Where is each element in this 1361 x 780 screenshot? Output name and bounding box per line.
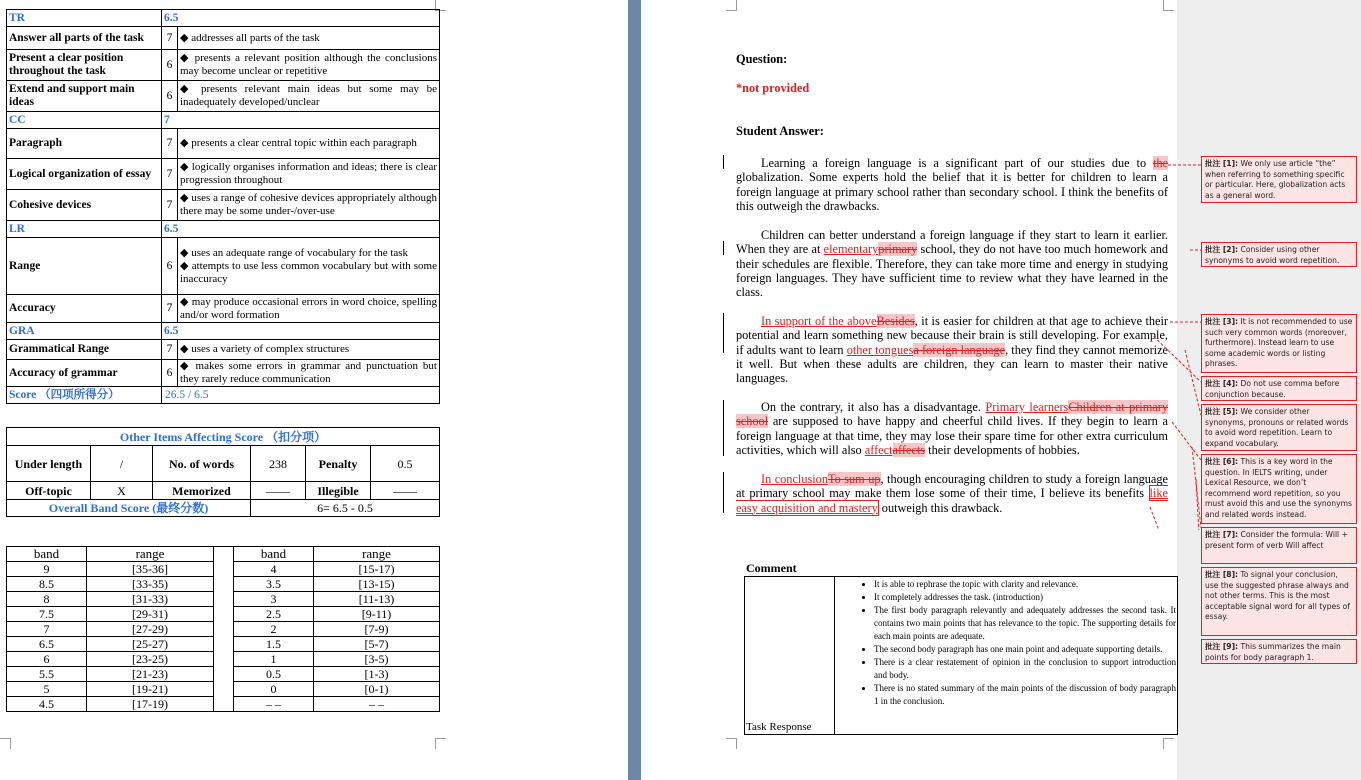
section-label: Score （四项所得分） [7,387,162,404]
connector [1150,507,1201,530]
change-bar [723,400,724,456]
range-value: [19-21) [87,682,214,697]
connector [1192,447,1201,528]
criterion-descriptor: ◆ presents a relevant position although the conclusions may become unclear or repetitive [178,50,440,81]
connector [1185,350,1201,415]
score-section-row [7,221,440,238]
criterion-score: 7 [162,27,178,50]
essay-paragraph-5: In conclusionTo sum up, though encouraging children to study a foreign language at primary school may make them lose some of their time, I believe its benefits like easy acquisition and mastery outweigh this drawback. [736,472,1168,515]
criterion-label: Grammatical Range [7,340,162,360]
range-value: [15-17) [314,562,440,577]
band-value: 6 [7,652,87,667]
crop-mark [435,738,446,749]
range-value: [13-15) [314,577,440,592]
deleted-text: To sum up [827,472,881,486]
review-comment[interactable]: 批注 [9]: This summarizes the main points for body paragraph 1. [1201,639,1357,664]
change-bar [723,472,724,513]
change-bar [723,241,724,255]
criterion-label: Extend and support main ideas [7,81,162,112]
question-label: Question: [736,52,788,66]
score-row [7,159,440,190]
band-value: – – [234,697,314,712]
criterion-descriptor: ◆ presents relevant main ideas but some may be inadequately developed/unclear [178,81,440,112]
essay-paragraph-1: Learning a foreign language is a significant part of our studies due to the globalization. Some experts hold the belief that it is better for children to learn a foreign language at primary school rather than secondary school. I think the benefits of this outweigh the drawbacks. [736,156,1168,213]
criterion-descriptor: ◆ logically organises information and ideas; there is clear progression throughout [178,159,440,190]
score-row [7,50,440,81]
inserted-text: elementary [823,242,879,257]
not-provided-text: *not provided [736,81,810,95]
overall-band-label: Overall Band Score (最终分数) [7,500,251,517]
comment-point: • The first body paragraph relevantly and adequately addresses the second task. It contains two main points that has relevance to the topic. The supporting details for each main points are adequate. [874,604,1176,643]
band-header: band [234,547,314,562]
comment-point: • There is a clear restatement of opinion in the conclusion to support introduction and body. [874,656,1176,682]
section-score: 6.5 [162,221,440,238]
deleted-text: primary [878,242,918,257]
deleted-text: Besides [876,314,915,328]
section-label: LR [7,221,162,238]
band-value: 1 [234,652,314,667]
review-comment[interactable]: 批注 [1]: We only use article “the” when referring to something specific or particular. Here, globalization acts as a general word. [1201,156,1357,203]
criterion-label: Accuracy [7,295,162,323]
band-row [7,562,440,577]
student-answer-label: Student Answer: [736,124,824,138]
score-row [7,340,440,360]
range-value: [7-9) [314,622,440,637]
inserted-text: like easy acquisition and mastery [736,486,1168,515]
review-comment[interactable]: 批注 [8]: To signal your conclusion, use the suggested phrase always and not other terms. This is the most acceptable signal word for all types of essay. [1201,567,1357,636]
inserted-text: In support of the above [761,314,877,328]
band-value: 2.5 [234,607,314,622]
criterion-descriptor: ◆ makes some errors in grammar and punctuation but they rarely reduce communication [178,360,440,387]
comment-title: Comment [746,561,797,575]
review-comment[interactable]: 批注 [2]: Consider using other synonyms to avoid word repetition. [1201,242,1357,267]
range-value: [31-33) [87,592,214,607]
deleted-text: the [1152,156,1168,170]
deleted-text: affects [892,442,926,457]
review-comment[interactable]: 批注 [4]: Do not use comma before conjunction because. [1201,376,1357,401]
comment-point: • It completely addresses the task. (introduction) [874,591,1176,604]
criterion-descriptor: ◆ addresses all parts of the task [178,27,440,50]
essay-paragraph-2: Children can better understand a foreign language if they start to learn it earlier. When they are at elementaryprimary school, they do not have too much homework and their schedules are flexible. Therefore, they can take more time and energy in studying foreign languages. They have sufficient time to review what they have learned in the class. [736,228,1168,300]
band-value: 7.5 [7,607,87,622]
band-header: band [7,547,87,562]
range-value: [21-23) [87,667,214,682]
illegible-value: —— [371,482,440,500]
comment-point: • It is able to rephrase the topic with clarity and relevance. [874,578,1176,591]
inserted-text: affect [864,442,893,457]
page-divider [628,0,641,780]
inserted-text: In conclusion [761,472,828,486]
comment-point: • The second body paragraph has one main point and adequate supporting details. [874,643,1176,656]
range-value: [29-31) [87,607,214,622]
criterion-descriptor: ◆ uses a range of cohesive devices appropriately although there may be some under-/over-use [178,190,440,221]
illegible-label: Illegible [306,482,371,500]
band-value: 8 [7,592,87,607]
criterion-descriptor: ◆ uses a variety of complex structures [178,340,440,360]
section-label: CC [7,112,162,129]
score-row [7,81,440,112]
band-row [7,577,440,592]
score-section-row [7,387,440,404]
band-value: 4.5 [7,697,87,712]
criterion-score: 7 [162,129,178,159]
criterion-score: 7 [162,159,178,190]
offtopic-value: X [91,482,153,500]
band-value: 6.5 [7,637,87,652]
section-score: 6.5 [162,323,440,340]
review-comment[interactable]: 批注 [3]: It is not recommended to use such very common words (moreover, furthermore). Instead learn to use some academic words or listing phrases. [1201,314,1357,373]
overall-band-value: 6= 6.5 - 0.5 [251,500,440,517]
score-table [6,9,440,404]
score-row [7,295,440,323]
band-value: 5.5 [7,667,87,682]
criterion-score: 6 [162,81,178,112]
band-table [6,546,440,712]
criterion-score: 6 [162,238,178,295]
range-value: [0-1) [314,682,440,697]
review-comment[interactable]: 批注 [7]: Consider the formula: Will + present form of verb Will affect [1201,527,1357,564]
penalty-value: 0.5 [371,446,440,482]
range-value: [1-3) [314,667,440,682]
review-comment[interactable]: 批注 [5]: We consider other synonyms, pronouns or related words to avoid word repetition. Learn to expand vocabulary. [1201,404,1357,451]
band-value: 0.5 [234,667,314,682]
inserted-text: Primary learners [985,400,1069,414]
range-value: – – [314,697,440,712]
band-value: 0 [234,682,314,697]
criterion-label: Range [7,238,162,295]
band-row [7,637,440,652]
score-section-row [7,112,440,129]
score-row [7,129,440,159]
criterion-label: Accuracy of grammar [7,360,162,387]
criterion-label: Cohesive devices [7,190,162,221]
band-value: 9 [7,562,87,577]
section-score: 26.5 / 6.5 [162,387,440,404]
score-section-row [7,323,440,340]
score-row [7,238,440,295]
words-label: No. of words [153,446,251,482]
under-length-label: Under length [7,446,91,482]
essay-paragraph-3: In support of the aboveBesides, it is easier for children at that age to achieve their potential and learn something new because their brain is still developing. For example, if adults want to learn other tonguesa foreign language, they find they cannot memorize it well. But when these adults are children, they can learn to master their native languages. [736,314,1169,386]
score-row [7,27,440,50]
criterion-descriptor: ◆ uses an adequate range of vocabulary for the task ◆ attempts to use less common vocabulary but with some inaccuracy [178,238,440,295]
band-value: 7 [7,622,87,637]
crop-mark [1163,0,1174,11]
memorized-value: —— [251,482,306,500]
comment-connectors [1100,150,1202,530]
memorized-label: Memorized [153,482,251,500]
criterion-score: 7 [162,295,178,323]
band-row [7,622,440,637]
crop-mark [0,738,11,749]
band-row [7,592,440,607]
other-items-table [6,427,440,517]
range-value: [17-19) [87,697,214,712]
penalty-label: Penalty [306,446,371,482]
band-value: 2 [234,622,314,637]
criterion-score: 7 [162,340,178,360]
criterion-score: 7 [162,190,178,221]
score-row [7,360,440,387]
review-comment[interactable]: 批注 [6]: This is a key word in the question. In IELTS writing, under Lexical Resource, we don’t recommend word repetition, so you must avoid this and use the synonyms and related words instead. [1201,454,1357,524]
range-value: [35-36] [87,562,214,577]
band-value: 5 [7,682,87,697]
score-section-row [7,10,440,27]
criterion-score: 6 [162,360,178,387]
band-row [7,697,440,712]
criterion-score: 6 [162,50,178,81]
criterion-label: Answer all parts of the task [7,27,162,50]
under-length-value: / [91,446,153,482]
page-gap [445,0,628,780]
band-row [7,682,440,697]
crop-mark [726,738,737,749]
band-value: 1.5 [234,637,314,652]
section-score: 6.5 [162,10,440,27]
change-bar [723,313,724,353]
band-row [7,607,440,622]
crop-mark [726,0,737,11]
connector [1150,333,1201,382]
range-value: [23-25) [87,652,214,667]
range-value: [3-5) [314,652,440,667]
comment-point: • There is no stated summary of the main points of the discussion of body paragraph 1 in the conclusion. [874,682,1176,708]
section-score: 7 [162,112,440,129]
change-bar [723,155,724,169]
criterion-label: Logical organization of essay [7,159,162,190]
section-label: TR [7,10,162,27]
words-value: 238 [251,446,306,482]
deleted-text: Children at primary school [736,400,1168,429]
band-value: 3 [234,592,314,607]
crop-mark [1163,738,1174,749]
connector [1172,422,1201,460]
deleted-text: a foreign language [913,342,1006,357]
range-header: range [314,547,440,562]
essay-paragraph-4: On the contrary, it also has a disadvantage. Primary learnersChildren at primary school are supposed to have happy and cheerful child lives. If they begin to learn a foreign language at that time, they may lose their spare time for other extra curriculum activities, which will also affectaffects their developments of hobbies. [736,400,1168,457]
score-row [7,190,440,221]
criterion-label: Present a clear position throughout the task [7,50,162,81]
comment-table [744,576,1178,735]
offtopic-label: Off-topic [7,482,91,500]
band-value: 4 [234,562,314,577]
band-row [7,667,440,682]
criterion-label: Paragraph [7,129,162,159]
section-label: GRA [7,323,162,340]
band-value: 8.5 [7,577,87,592]
range-value: [27-29) [87,622,214,637]
band-row [7,652,440,667]
inserted-text: other tongues [846,342,914,357]
range-header: range [87,547,214,562]
criterion-descriptor: ◆ may produce occasional errors in word choice, spelling and/or word formation [178,295,440,323]
task-response-label: Task Response [745,577,835,735]
other-items-title: Other Items Affecting Score （扣分项） [7,428,440,446]
range-value: [33-35) [87,577,214,592]
range-value: [5-7) [314,637,440,652]
range-value: [11-13) [314,592,440,607]
range-value: [25-27) [87,637,214,652]
band-value: 3.5 [234,577,314,592]
range-value: [9-11) [314,607,440,622]
criterion-descriptor: ◆ presents a clear central topic within each paragraph [178,129,440,159]
